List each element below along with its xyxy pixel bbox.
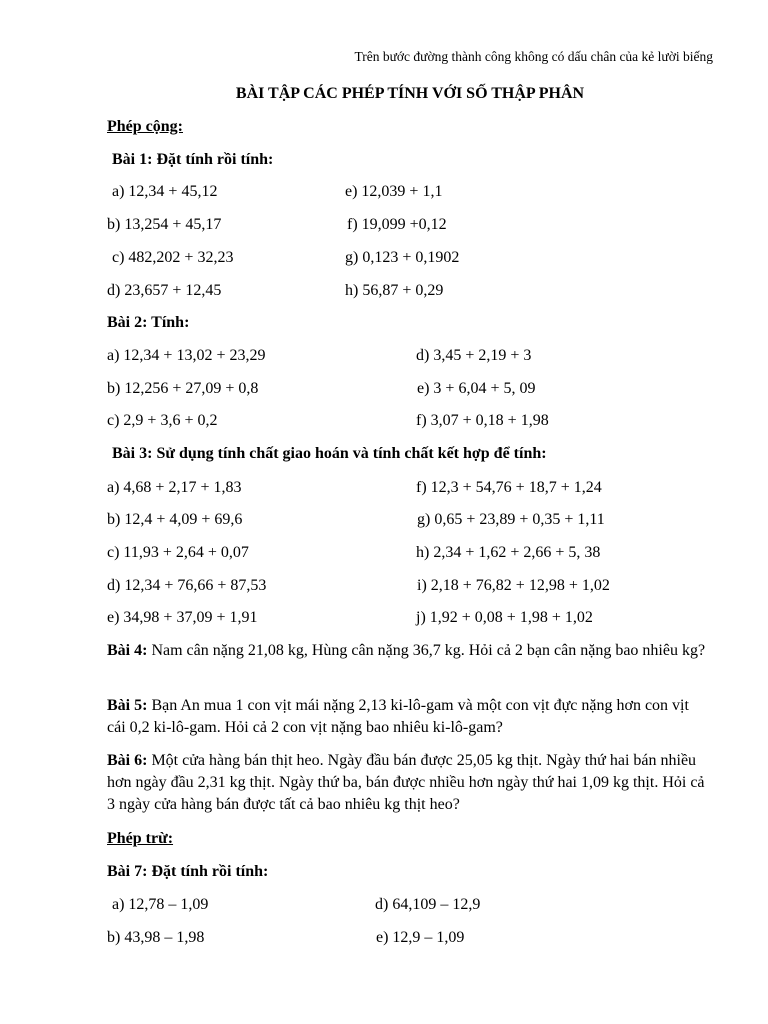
exercise-2-item: b) 12,256 + 27,09 + 0,8 bbox=[107, 380, 259, 397]
exercise-1-item: f) 19,099 +0,12 bbox=[347, 216, 447, 233]
section-heading-addition: Phép cộng: bbox=[107, 118, 183, 135]
exercise-1-item: c) 482,202 + 32,23 bbox=[112, 249, 234, 266]
exercise-1-item: e) 12,039 + 1,1 bbox=[345, 183, 443, 200]
exercise-7-item: b) 43,98 – 1,98 bbox=[107, 929, 205, 946]
exercise-1-item: h) 56,87 + 0,29 bbox=[345, 282, 444, 299]
exercise-4-text: Nam cân nặng 21,08 kg, Hùng cân nặng 36,7 kg. Hỏi cả 2 bạn cân nặng bao nhiêu kg? bbox=[147, 642, 706, 659]
exercise-3-item: d) 12,34 + 76,66 + 87,53 bbox=[107, 577, 267, 594]
exercise-3-item: c) 11,93 + 2,64 + 0,07 bbox=[107, 544, 249, 561]
exercise-3-item: h) 2,34 + 1,62 + 2,66 + 5, 38 bbox=[416, 544, 601, 561]
exercise-2-item: e) 3 + 6,04 + 5, 09 bbox=[417, 380, 536, 397]
page-title: BÀI TẬP CÁC PHÉP TÍNH VỚI SỐ THẬP PHÂN bbox=[235, 85, 585, 102]
exercise-2-item: f) 3,07 + 0,18 + 1,98 bbox=[416, 412, 549, 429]
exercise-7-label: Bài 7: Đặt tính rồi tính: bbox=[107, 863, 269, 880]
exercise-6-text: Một cửa hàng bán thịt heo. Ngày đầu bán được 25,05 kg thịt. Ngày thứ hai bán nhiều hơn ngày đầu 2,31 kg thịt. Ngày thứ ba, bán được nhiều hơn ngày thứ hai 1,09 kg thịt. Hỏi cả 3 ngày cửa hàng bán được tất cả bao nhiêu kg thịt heo? bbox=[107, 752, 705, 813]
exercise-3-item: g) 0,65 + 23,89 + 0,35 + 1,11 bbox=[417, 511, 605, 528]
exercise-3-item: b) 12,4 + 4,09 + 69,6 bbox=[107, 511, 243, 528]
exercise-5-text: Bạn An mua 1 con vịt mái nặng 2,13 ki-lô-gam và một con vịt đực nặng hơn con vịt cái 0,2 ki-lô-gam. Hỏi cả 2 con vịt nặng bao nhiêu ki-lô-gam? bbox=[107, 697, 689, 736]
exercise-3-item: j) 1,92 + 0,08 + 1,98 + 1,02 bbox=[416, 609, 593, 626]
exercise-3-label: Bài 3: Sử dụng tính chất giao hoán và tính chất kết hợp để tính: bbox=[112, 445, 547, 462]
exercise-7-item: e) 12,9 – 1,09 bbox=[376, 929, 465, 946]
exercise-1-label: Bài 1: Đặt tính rồi tính: bbox=[112, 151, 274, 168]
exercise-1-item: g) 0,123 + 0,1902 bbox=[345, 249, 460, 266]
section-heading-subtraction: Phép trừ: bbox=[107, 830, 174, 847]
exercise-3-item: f) 12,3 + 54,76 + 18,7 + 1,24 bbox=[416, 479, 602, 496]
exercise-6-label: Bài 6: bbox=[107, 752, 148, 769]
exercise-3-item: a) 4,68 + 2,17 + 1,83 bbox=[107, 479, 242, 496]
exercise-4 bbox=[107, 640, 707, 662]
exercise-2-label: Bài 2: Tính: bbox=[107, 314, 190, 331]
exercise-1-item: a) 12,34 + 45,12 bbox=[112, 183, 218, 200]
exercise-2-item: a) 12,34 + 13,02 + 23,29 bbox=[107, 347, 266, 364]
exercise-2-item: d) 3,45 + 2,19 + 3 bbox=[416, 347, 532, 364]
exercise-1-item: d) 23,657 + 12,45 bbox=[107, 282, 222, 299]
exercise-7-item: a) 12,78 – 1,09 bbox=[112, 896, 209, 913]
exercise-4-label: Bài 4: bbox=[107, 642, 148, 659]
exercise-6 bbox=[107, 750, 707, 816]
exercise-2-item: c) 2,9 + 3,6 + 0,2 bbox=[107, 412, 218, 429]
motto: Trên bước đường thành công không có dấu chân của kẻ lười biếng bbox=[354, 49, 713, 64]
exercise-3-item: e) 34,98 + 37,09 + 1,91 bbox=[107, 609, 258, 626]
exercise-5-label: Bài 5: bbox=[107, 697, 148, 714]
exercise-5 bbox=[107, 695, 707, 739]
exercise-3-item: i) 2,18 + 76,82 + 12,98 + 1,02 bbox=[417, 577, 610, 594]
exercise-1-item: b) 13,254 + 45,17 bbox=[107, 216, 222, 233]
exercise-7-item: d) 64,109 – 12,9 bbox=[375, 896, 481, 913]
